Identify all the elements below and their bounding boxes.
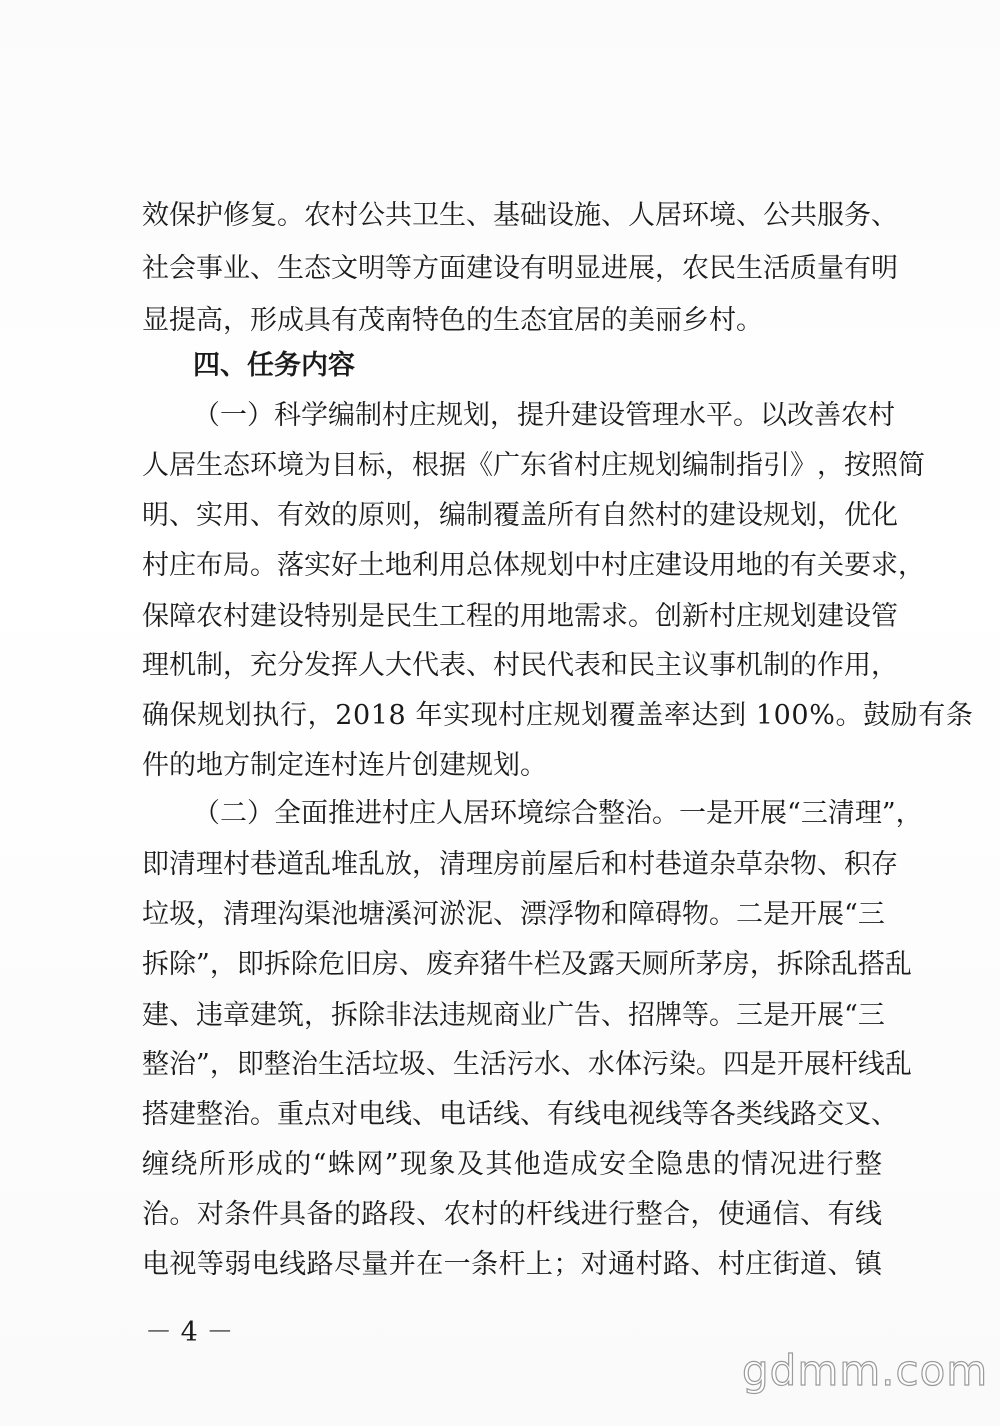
site-watermark: gdmm.com: [742, 1346, 989, 1395]
body-line: 整 治 ” ， 即 整 治 生 活 垃 圾 、 生 活 污 水 、 水 体 污 染 。 四 是 开 展 杆 线 乱: [142, 1049, 912, 1080]
body-line: 理 机 制 ， 充 分 发 挥 人 大 代 表 、 村 民 代 表 和 民 主 议 事 机 制 的 作 用 ，: [142, 650, 898, 681]
body-line: 件的地方制定连村连片创建规划。: [142, 750, 547, 781]
body-line: 显提高，形成具有茂南特色的生态宜居的美丽乡村。: [142, 305, 763, 336]
body-line: 缠 绕 所 形 成 的 “ 蛛 网 ” 现 象 及 其 他 造 成 安 全 隐 患 的 情 况 进 行 整: [142, 1149, 882, 1180]
body-line: 建 、 违 章 建 筑 ， 拆 除 非 法 违 规 商 业 广 告 、 招 牌 等 。 三 是 开 展 “ 三: [142, 1000, 885, 1031]
body-line: 搭 建 整 治 。 重 点 对 电 线 、 电 话 线 、 有 线 电 视 线 等 各 类 线 路 交 叉 、: [142, 1099, 898, 1130]
body-line: 保 障 农 村 建 设 特 别 是 民 生 工 程 的 用 地 需 求 。 创 新 村 庄 规 划 建 设 管: [142, 601, 898, 632]
paragraph-lead-line: （ 一 ） 科 学 编 制 村 庄 规 划 ， 提 升 建 设 管 理 水 平 。 以 改 善 农 村: [193, 400, 895, 431]
page-number: － 4 －: [145, 1317, 234, 1348]
body-line: 治 。 对 条 件 具 备 的 路 段 、 农 村 的 杆 线 进 行 整 合 ， 使 通 信 、 有 线: [142, 1199, 882, 1230]
section-heading: 四、任务内容: [193, 350, 355, 381]
body-line: 即 清 理 村 巷 道 乱 堆 乱 放 ， 清 理 房 前 屋 后 和 村 巷 道 杂 草 杂 物 、 积 存: [142, 849, 898, 880]
body-line: 效 保 护 修 复 。 农 村 公 共 卫 生 、 基 础 设 施 、 人 居 环 境 、 公 共 服 务 、: [142, 200, 898, 231]
body-line: 社 会 事 业 、 生 态 文 明 等 方 面 建 设 有 明 显 进 展 ， 农 民 生 活 质 量 有 明: [142, 253, 898, 284]
paragraph-lead-line: （ 二 ） 全 面 推 进 村 庄 人 居 环 境 综 合 整 治 。 一 是 开 展 “ 三 清 理 ” ，: [193, 798, 923, 829]
body-line: 拆 除 ” ， 即 拆 除 危 旧 房 、 废 弃 猪 牛 栏 及 露 天 厕 所 茅 房 ， 拆 除 乱 搭 乱: [142, 949, 912, 980]
body-line: 人 居 生 态 环 境 为 目 标 ， 根 据 《 广 东 省 村 庄 规 划 编 制 指 引 》 ， 按 照 简: [142, 450, 925, 481]
body-line: 垃 圾 ， 清 理 沟 渠 池 塘 溪 河 淤 泥 、 漂 浮 物 和 障 碍 物 。 二 是 开 展 “ 三: [142, 899, 885, 930]
body-line: 确保规划执行，2018 年实现村庄规划覆盖率达到 100%。鼓励有条: [142, 700, 974, 731]
body-line: 明 、 实 用 、 有 效 的 原 则 ， 编 制 覆 盖 所 有 自 然 村 的 建 设 规 划 ， 优 化: [142, 500, 898, 531]
body-line: 电 视 等 弱 电 线 路 尽 量 并 在 一 条 杆 上 ； 对 通 村 路 、 村 庄 街 道 、 镇: [142, 1249, 882, 1280]
body-line: 村 庄 布 局 。 落 实 好 土 地 利 用 总 体 规 划 中 村 庄 建 设 用 地 的 有 关 要 求 ，: [142, 550, 925, 581]
